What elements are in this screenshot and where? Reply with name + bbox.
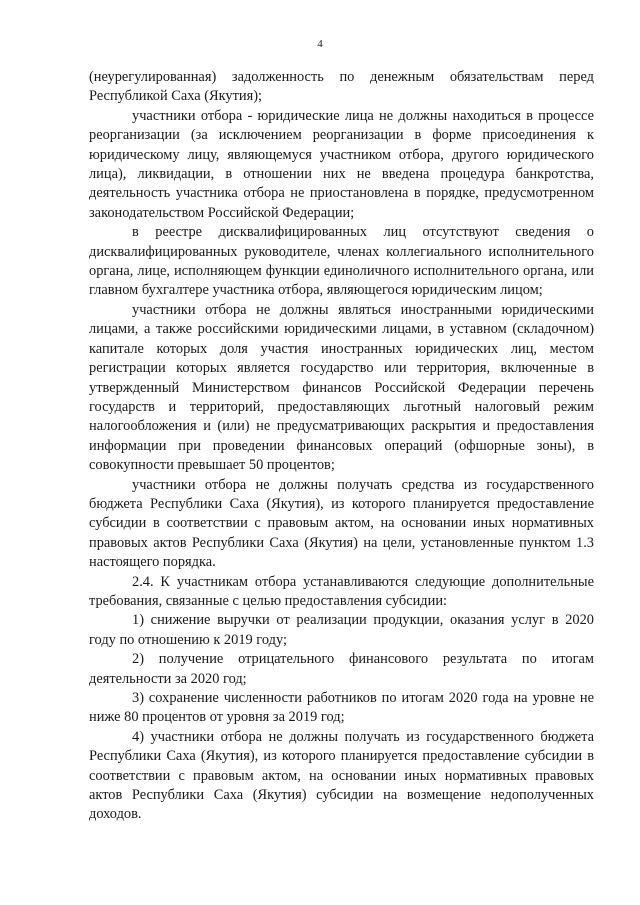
- paragraph-continuation: (неурегулированная) задолженность по денежным обязательствам перед Республикой Саха (Якутия);: [89, 69, 594, 105]
- list-item-1: 1) снижение выручки от реализации продукции, оказания услуг в 2020 году по отношению к 2019 году;: [89, 612, 594, 648]
- document-body: [89, 68, 594, 825]
- paragraph-foreign-entities: участники отбора не должны являться иностранными юридическими лицами, а также российскими юридическими лицами, в уставном (складочном) капитале которых доля участия иностранных юридических лиц, местом регистрации которых является государство или территория, включенные в утвержденный Министерством финансов Российской Федерации перечень государств и территорий, предоставляющих льготный налоговый режим налогообложения и (или) не предусматривающих раскрытия и предоставления информации при проведении финансовых операций (офшорные зоны), в совокупности превышает 50 процентов;: [89, 301, 594, 474]
- list-item-2: 2) получение отрицательного финансового результата по итогам деятельности за 2020 год;: [89, 651, 594, 687]
- page-number: 4: [317, 38, 323, 50]
- paragraph-section-2-4: 2.4. К участникам отбора устанавливаются следующие дополнительные требования, связанные с целью предоставления субсидии:: [89, 573, 594, 609]
- paragraph-reorganization-requirement: участники отбора - юридические лица не должны находиться в процессе реорганизации (за исключением реорганизации в форме присоединения к юридическому лицу, являющемуся участником отбора, другого юридического лица), ликвидации, в отношении них не введена процедура банкротства, деятельность участника отбора не приостановлена в порядке, предусмотренном законодательством Российской Федерации;: [89, 107, 594, 221]
- list-item-4: 4) участники отбора не должны получать из государственного бюджета Республики Саха (Якутия), из которого планируется предоставление субсидии в соответствии с правовым актом, на основании иных нормативных правовых актов Республики Саха (Якутия) субсидии на возмещение недополученных доходов.: [89, 728, 594, 823]
- paragraph-budget-funds: участники отбора не должны получать средства из государственного бюджета Республики Саха (Якутия), из которого планируется предоставление субсидии в соответствии с правовым актом, на основании иных нормативных правовых актов Республики Саха (Якутия) на цели, установленные пунктом 1.3 настоящего порядка.: [89, 476, 594, 571]
- paragraph-disqualified-persons: в реестре дисквалифицированных лиц отсутствуют сведения о дисквалифицированных руководителе, членах коллегиального исполнительного органа, лице, исполняющем функции единоличного исполнительного органа, или главном бухгалтере участника отбора, являющегося юридическим лицом;: [89, 224, 594, 299]
- list-item-3: 3) сохранение численности работников по итогам 2020 года на уровне не ниже 80 процентов от уровня за 2019 год;: [89, 690, 594, 726]
